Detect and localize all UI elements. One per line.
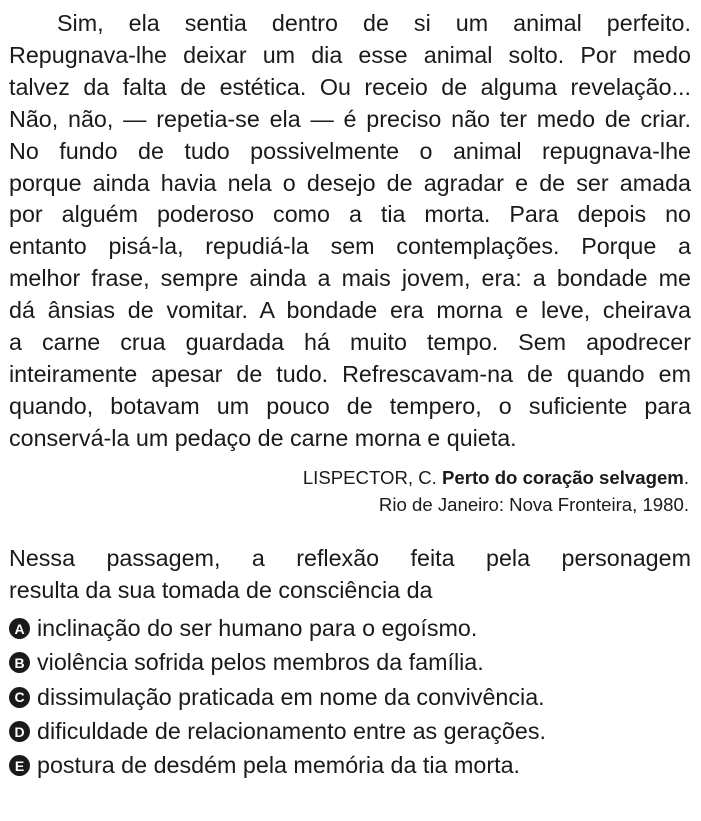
option-c[interactable] [9,680,691,714]
passage-line: Não, não, — repetia-se ela — é preciso não ter medo de criar. [9,105,691,132]
source-citation [9,464,691,518]
option-text: postura de desdém pela memória da tia morta. [37,752,521,779]
option-e[interactable] [9,749,691,783]
citation-author-title [9,464,689,491]
passage-line: a carne crua guardada há muito tempo. Sem apodrecer [9,329,691,356]
option-text: inclinação do ser humano para o egoísmo. [37,615,478,642]
passage-line: talvez da falta de estética. Ou receio de alguma revelação... [9,73,691,100]
option-letter-badge: C [9,687,30,708]
passage-line: por alguém poderoso como a tia morta. Para depois no [9,201,691,228]
question-line: resulta da sua tomada de consciência da [9,576,433,603]
answer-options [9,612,691,783]
option-letter-badge: E [9,755,30,776]
passage-line: dá ânsias de vomitar. A bondade era morna e leve, cheirava [9,297,691,324]
option-text: dificuldade de relacionamento entre as gerações. [37,718,546,745]
passage-line: No fundo de tudo possivelmente o animal repugnava-lhe [9,137,691,164]
question-line: Nessa passagem, a reflexão feita pela personagem [9,544,691,571]
citation-author: LISPECTOR, C. [302,466,442,488]
passage-line: inteiramente apesar de tudo. Refrescavam-na de quando em [9,360,691,387]
passage-line: Sim, ela sentia dentro de si um animal perfeito. [57,10,691,36]
option-text: violência sofrida pelos membros da família. [37,649,484,676]
passage-line: Repugnava-lhe deixar um dia esse animal solto. Por medo [9,41,691,68]
citation-publisher: Rio de Janeiro: Nova Fronteira, 1980. [378,493,689,515]
citation-book-title: Perto do coração selvagem [442,466,684,488]
literary-passage [9,8,691,455]
citation-title-period: . [683,466,689,488]
option-d[interactable] [9,714,691,748]
question-stem [9,543,691,607]
option-letter-badge: D [9,721,30,742]
passage-line: conservá-la um pedaço de carne morna e quieta. [9,424,517,451]
passage-line: porque ainda havia nela o desejo de agradar e de ser amada [9,169,691,196]
passage-line: entanto pisá-la, repudiá-la sem contemplações. Porque a [9,233,691,260]
option-text: dissimulação praticada em nome da convivência. [37,683,545,710]
passage-line: quando, botavam um pouco de tempero, o suficiente para [9,392,691,419]
passage-line: melhor frase, sempre ainda a mais jovem, era: a bondade me [9,265,691,292]
option-a[interactable] [9,612,691,646]
option-letter-badge: B [9,652,30,673]
option-b[interactable] [9,646,691,680]
option-letter-badge: A [9,618,30,639]
